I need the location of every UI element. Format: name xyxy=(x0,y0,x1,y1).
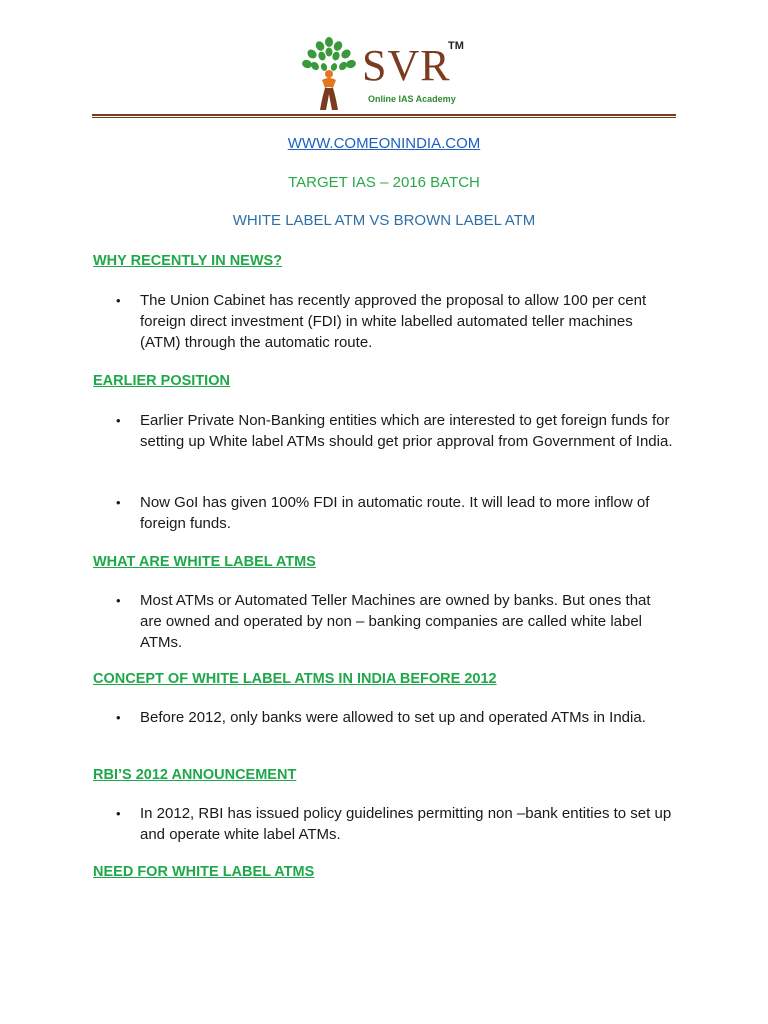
section-heading: NEED FOR WHITE LABEL ATMS xyxy=(93,864,315,880)
header-divider xyxy=(92,114,676,118)
bullet-icon: • xyxy=(116,413,121,428)
batch-line: TARGET IAS – 2016 BATCH xyxy=(288,174,480,191)
section-heading: WHY RECENTLY IN NEWS? xyxy=(93,253,283,269)
bullet-text: Earlier Private Non-Banking entities which are interested to get foreign funds for setting up White label ATMs should get prior approval from Government of India. xyxy=(140,412,673,450)
bullet-text: The Union Cabinet has recently approved the proposal to allow 100 per cent foreign direct investment (FDI) in white labelled automated teller machines (ATM) through the automatic route. xyxy=(140,292,647,351)
list-item xyxy=(116,290,676,353)
bullet-text: In 2012, RBI has issued policy guidelines permitting non –bank entities to set up and operate white label ATMs. xyxy=(140,805,672,843)
bullet-text: Most ATMs or Automated Teller Machines are owned by banks. But ones that are owned and operated by non – banking companies are called white label ATMs. xyxy=(140,592,651,651)
list-item xyxy=(116,492,676,534)
logo-tagline: Online IAS Academy xyxy=(368,94,456,104)
logo-wordmark: SVR xyxy=(362,41,451,90)
bullet-icon: • xyxy=(116,806,121,821)
tree-logo-icon xyxy=(300,36,358,112)
svr-logo xyxy=(300,36,480,116)
list-item xyxy=(116,410,676,452)
bullet-text: Before 2012, only banks were allowed to set up and operated ATMs in India. xyxy=(140,709,646,726)
bullet-text: Now GoI has given 100% FDI in automatic route. It will lead to more inflow of foreign funds. xyxy=(140,494,650,532)
list-item xyxy=(116,707,676,728)
bullet-icon: • xyxy=(116,293,121,308)
bullet-icon: • xyxy=(116,710,121,725)
section-heading: RBI’S 2012 ANNOUNCEMENT xyxy=(93,767,297,783)
document-title: WHITE LABEL ATM VS BROWN LABEL ATM xyxy=(232,212,536,229)
bullet-icon: • xyxy=(116,593,121,608)
section-heading: CONCEPT OF WHITE LABEL ATMS IN INDIA BEFORE 2012 xyxy=(93,671,497,687)
list-item xyxy=(116,803,676,845)
section-heading: EARLIER POSITION xyxy=(93,373,230,389)
trademark-mark: TM xyxy=(448,40,464,52)
website-link[interactable]: WWW.COMEONINDIA.COM xyxy=(287,135,481,152)
list-item xyxy=(116,590,676,653)
bullet-icon: • xyxy=(116,495,121,510)
section-heading: WHAT ARE WHITE LABEL ATMS xyxy=(93,554,316,570)
